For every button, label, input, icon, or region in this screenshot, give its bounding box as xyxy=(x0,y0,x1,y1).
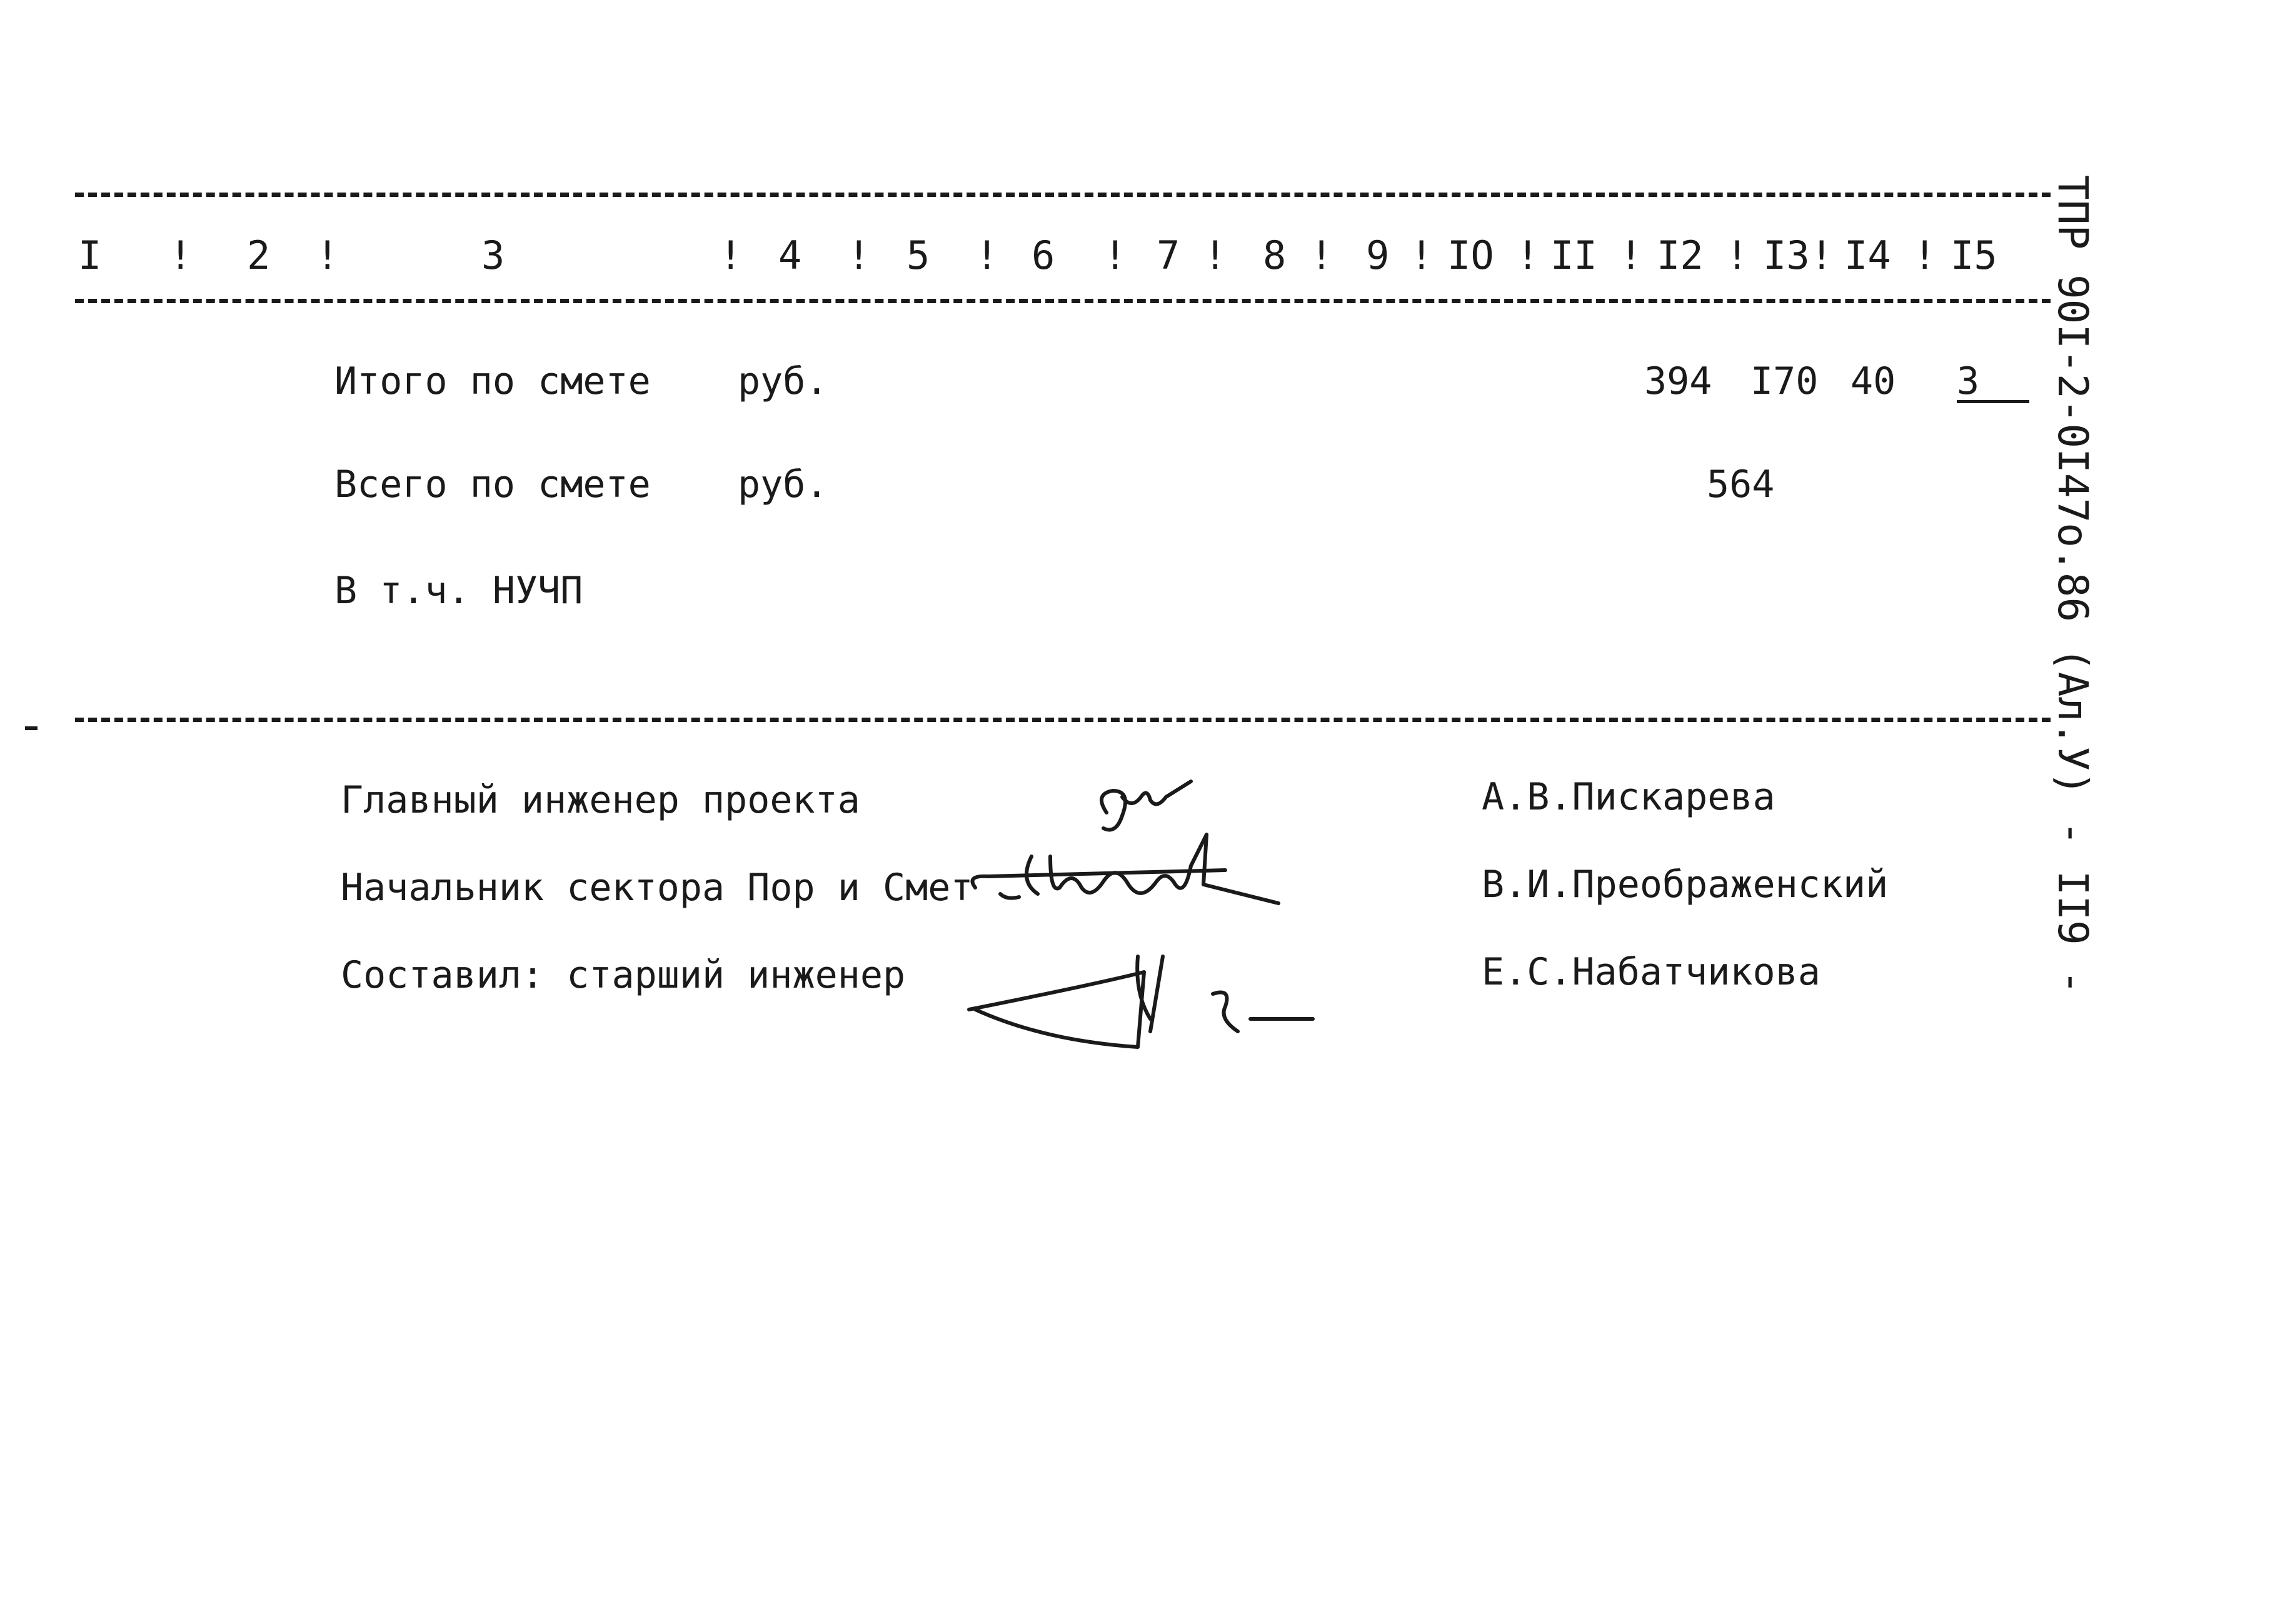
itogo-label: Итого по смете xyxy=(334,359,651,403)
margin-mark xyxy=(25,726,38,730)
itogo-value-15: 3 xyxy=(1957,363,2029,403)
col-sep: ! xyxy=(1725,233,1749,278)
role-compiler: Составил: старший инженер xyxy=(341,953,906,997)
col-3: 3 xyxy=(481,233,505,278)
col-sep: ! xyxy=(1516,233,1540,278)
vtch-label: В т.ч. НУЧП xyxy=(334,569,583,613)
col-sep: ! xyxy=(975,233,999,278)
col-4: 4 xyxy=(778,233,802,278)
col-sep: ! xyxy=(1619,233,1643,278)
col-sep: ! xyxy=(1810,233,1834,278)
col-14: I4 xyxy=(1844,233,1891,278)
col-sep: ! xyxy=(847,233,871,278)
vsego-label: Всего по смете xyxy=(334,463,651,506)
col-12: I2 xyxy=(1657,233,1704,278)
col-5: 5 xyxy=(906,233,930,278)
col-sep: ! xyxy=(1310,233,1333,278)
col-7: 7 xyxy=(1157,233,1180,278)
col-9: 9 xyxy=(1366,233,1390,278)
col-6: 6 xyxy=(1032,233,1055,278)
col-10: IO xyxy=(1447,233,1494,278)
itogo-value-14: 40 xyxy=(1851,359,1896,403)
handwritten-signatures xyxy=(950,769,1388,1063)
header-rule xyxy=(75,299,2051,303)
role-sector-head: Начальник сектора Пор и Смет xyxy=(341,866,973,910)
itogo-value-12: 394 xyxy=(1644,359,1712,403)
name-sector-head: В.И.Преображенский xyxy=(1482,863,1889,906)
vsego-unit: руб. xyxy=(738,463,828,506)
col-sep: ! xyxy=(316,233,339,278)
document-code: ТПР 90I-2-0I47о.86 (Ал.У) - II9 - xyxy=(2049,175,2097,995)
top-rule xyxy=(75,193,2051,197)
col-8: 8 xyxy=(1263,233,1287,278)
bottom-rule xyxy=(75,718,2051,722)
col-2: 2 xyxy=(247,233,271,278)
col-11: II xyxy=(1550,233,1597,278)
role-chief-engineer: Главный инженер проекта xyxy=(341,778,860,822)
col-15: I5 xyxy=(1951,233,1997,278)
name-compiler: Е.С.Набатчикова xyxy=(1482,950,1820,994)
col-sep: ! xyxy=(1410,233,1434,278)
col-sep: ! xyxy=(1103,233,1127,278)
col-sep: ! xyxy=(1913,233,1937,278)
vsego-value: 564 xyxy=(1707,463,1775,506)
itogo-unit: руб. xyxy=(738,359,828,403)
col-sep: ! xyxy=(1203,233,1227,278)
col-1: I xyxy=(78,233,102,278)
col-13: I3 xyxy=(1763,233,1810,278)
col-sep: ! xyxy=(169,233,193,278)
name-chief-engineer: А.В.Пискарева xyxy=(1482,775,1775,819)
itogo-value-13: I70 xyxy=(1750,359,1819,403)
col-sep: ! xyxy=(719,233,743,278)
